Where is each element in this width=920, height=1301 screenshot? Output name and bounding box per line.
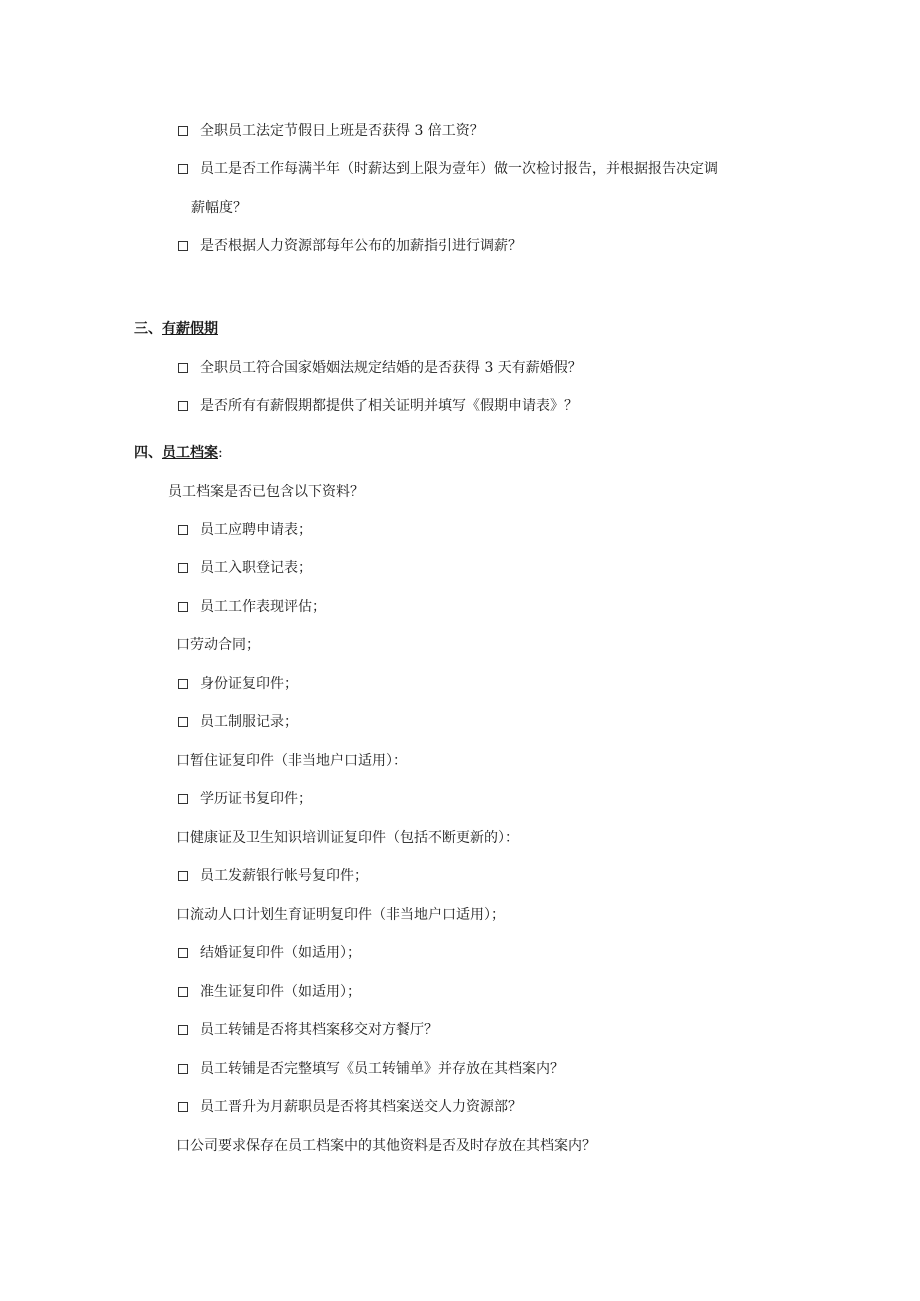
checklist-item: 是否根据人力资源部每年公布的加薪指引进行调薪？	[178, 236, 522, 256]
section-intro: 员工档案是否已包含以下资料？	[168, 484, 364, 500]
checkbox[interactable]	[178, 525, 188, 535]
checkbox[interactable]	[178, 126, 188, 136]
checklist-item: 员工发薪银行帐号复印件；	[178, 866, 368, 886]
checklist-item: 是否所有有薪假期都提供了相关证明并填写《假期申请表》？	[178, 396, 578, 416]
checklist-item: 准生证复印件（如适用）；	[178, 982, 361, 1002]
checklist-item-plain: 口流动人口计划生育证明复印件（非当地户口适用）；	[176, 907, 505, 923]
checklist-item: 员工入职登记表；	[178, 558, 312, 578]
checklist-item: 员工转铺是否将其档案移交对方餐厅？	[178, 1020, 438, 1040]
section-heading-paid-leave: 三、有薪假期	[134, 321, 218, 337]
checkbox[interactable]	[178, 987, 188, 997]
checklist-item: 身份证复印件；	[178, 674, 298, 694]
checkbox[interactable]	[178, 948, 188, 958]
section-heading-employee-files: 四、员工档案:	[134, 445, 223, 461]
checklist-item: 结婚证复印件（如适用）；	[178, 943, 361, 963]
checklist-item: 员工制服记录；	[178, 712, 298, 732]
checkbox[interactable]	[178, 401, 188, 411]
checklist-item-plain: 口健康证及卫生知识培训证复印件（包括不断更新的）：	[176, 830, 519, 846]
checklist-item: 员工工作表现评估；	[178, 597, 326, 617]
checklist-item-plain: 口劳动合同；	[176, 637, 260, 653]
checklist-item-plain: 口公司要求保存在员工档案中的其他资料是否及时存放在其档案内？	[176, 1138, 596, 1154]
checklist-item: 员工是否工作每满半年（时薪达到上限为壹年）做一次检讨报告，并根据报告决定调	[178, 159, 718, 179]
checkbox[interactable]	[178, 363, 188, 373]
checkbox[interactable]	[178, 241, 188, 251]
checkbox[interactable]	[178, 1025, 188, 1035]
checklist-item-plain: 口暂住证复印件（非当地户口适用）：	[176, 753, 407, 769]
checkbox[interactable]	[178, 717, 188, 727]
checkbox[interactable]	[178, 871, 188, 881]
checklist-item-continuation: 薪幅度？	[191, 200, 247, 216]
checklist-item: 员工应聘申请表；	[178, 520, 312, 540]
checkbox[interactable]	[178, 679, 188, 689]
checklist-item: 员工转铺是否完整填写《员工转铺单》并存放在其档案内？	[178, 1059, 564, 1079]
checkbox[interactable]	[178, 794, 188, 804]
checklist-item: 全职员工法定节假日上班是否获得 3 倍工资？	[178, 121, 484, 141]
checkbox[interactable]	[178, 602, 188, 612]
checkbox[interactable]	[178, 563, 188, 573]
checklist-item: 学历证书复印件；	[178, 789, 312, 809]
checklist-item: 员工晋升为月薪职员是否将其档案送交人力资源部？	[178, 1097, 522, 1117]
checkbox[interactable]	[178, 1102, 188, 1112]
checkbox[interactable]	[178, 164, 188, 174]
checkbox[interactable]	[178, 1064, 188, 1074]
checklist-item: 全职员工符合国家婚姻法规定结婚的是否获得 3 天有薪婚假？	[178, 358, 582, 378]
